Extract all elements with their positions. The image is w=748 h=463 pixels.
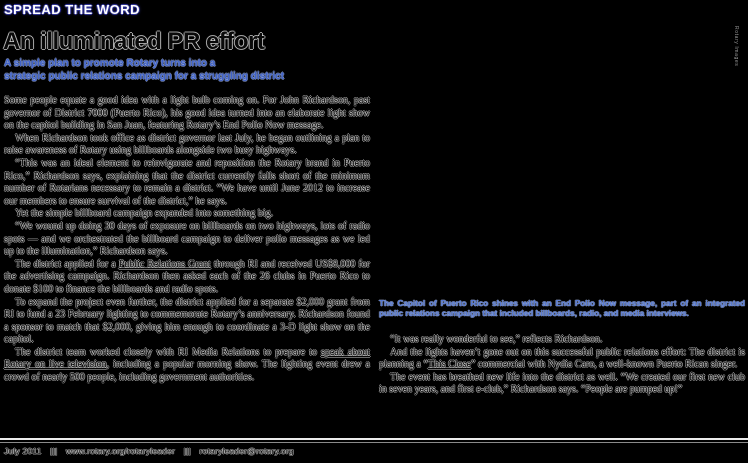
paragraph-text: through RI and received US$8,000 for the advertising campaign. Richardson then asked each of the 26 clubs in Puerto Rico to donate $100 to finance the billboards and radio spots. xyxy=(4,258,370,295)
subtitle-line-2: strategic public relations campaign for a struggling district xyxy=(4,71,285,82)
rotary-leader-url[interactable]: www.rotary.org/rotaryleader xyxy=(65,446,176,456)
footer-separator: ||| xyxy=(50,446,58,456)
paragraph-text: And the lights haven’t gone out on this successful public relations effort: The district is planning a “ xyxy=(379,346,745,371)
paragraph xyxy=(4,259,370,297)
paragraph-text: The district applied for a xyxy=(15,258,119,270)
left-column xyxy=(4,95,370,385)
capitol-night-photo xyxy=(375,0,748,292)
footer-rule-thick xyxy=(0,438,748,440)
paragraph-text: , including a popular morning show. The lighting event drew a crowd of nearly 500 people, including government authorities. xyxy=(4,359,370,384)
issue-date: July 2011 xyxy=(4,446,42,456)
paragraph: The event has breathed new life into the district as well. “We created our first new club in seven years, and first e-club,” Richardson says. “People are pumped up!” xyxy=(379,371,745,396)
section-kicker: SPREAD THE WORD xyxy=(4,2,141,17)
paragraph: “This was an ideal element to reinvigorate and reposition the Rotary brand in Puerto Rico,” Richardson says, explaining that the district currently falls short of the minimum number of Rotarians necessary to remain a district. “We have until June 2012 to increase our members to ensure survival of the district,” he says. xyxy=(4,157,370,207)
paragraph-text: ” commercial with Nydia Caro, a well-known Puerto Rican singer. xyxy=(470,359,738,371)
paragraph: When Richardson took office as district governor last July, he began outlining a plan to raise awareness of Rotary using billboards alongside two busy highways. xyxy=(4,132,370,157)
media-relations-link[interactable]: speak about Rotary on live television xyxy=(4,346,370,371)
paragraph: “It was really wonderful to see,” reflects Richardson. xyxy=(390,334,603,345)
footer-rule-thin xyxy=(0,442,748,443)
subtitle-line-1: A simple plan to promote Rotary turns into a xyxy=(4,58,216,69)
photo-caption: The Capitol of Puerto Rico shines with an End Polio Now message, part of an integrated public relations campaign that included billboards, radio, and media interviews. xyxy=(379,299,745,318)
paragraph xyxy=(4,347,370,385)
right-column xyxy=(379,334,745,397)
footer-separator: ||| xyxy=(183,446,191,456)
paragraph xyxy=(379,347,745,372)
photo-credit: Rotary Images xyxy=(733,26,739,67)
rotary-leader-email[interactable]: rotaryleader@rotary.org xyxy=(199,446,294,456)
article-subtitle xyxy=(4,57,334,83)
paragraph-text: The district team worked closely with RI Media Relations to prepare to xyxy=(15,346,321,358)
public-relations-grant-link[interactable]: Public Relations Grant xyxy=(118,258,211,270)
paragraph: Yet the simple billboard campaign expanded into something big. xyxy=(15,208,274,220)
paragraph: Some people equate a good idea with a light bulb coming on. For John Richardson, past governor of District 7000 (Puerto Rico), his good idea turned into an elaborate light show on the capitol building in San Juan, featuring Rotary’s End Polio Now message. xyxy=(4,95,370,132)
page-footer xyxy=(4,446,744,456)
this-close-link[interactable]: This Close xyxy=(427,359,471,371)
article-title: An illuminated PR effort xyxy=(3,28,265,55)
paragraph: To expand the project even further, the district applied for a separate $2,000 grant from RI to fund a 23 February lighting to commemorate Rotary’s anniversary. Richardson found a sponsor to match that $2,000, giving him enough to coordinate a 3-D light show on the capitol. xyxy=(4,296,370,346)
paragraph: “We wound up doing 30 days of exposure on billboards on two highways, lots of radio spots — and we orchestrated the billboard campaign to deliver polio messages as we led up to the illumination,” Richardson says. xyxy=(4,220,370,258)
